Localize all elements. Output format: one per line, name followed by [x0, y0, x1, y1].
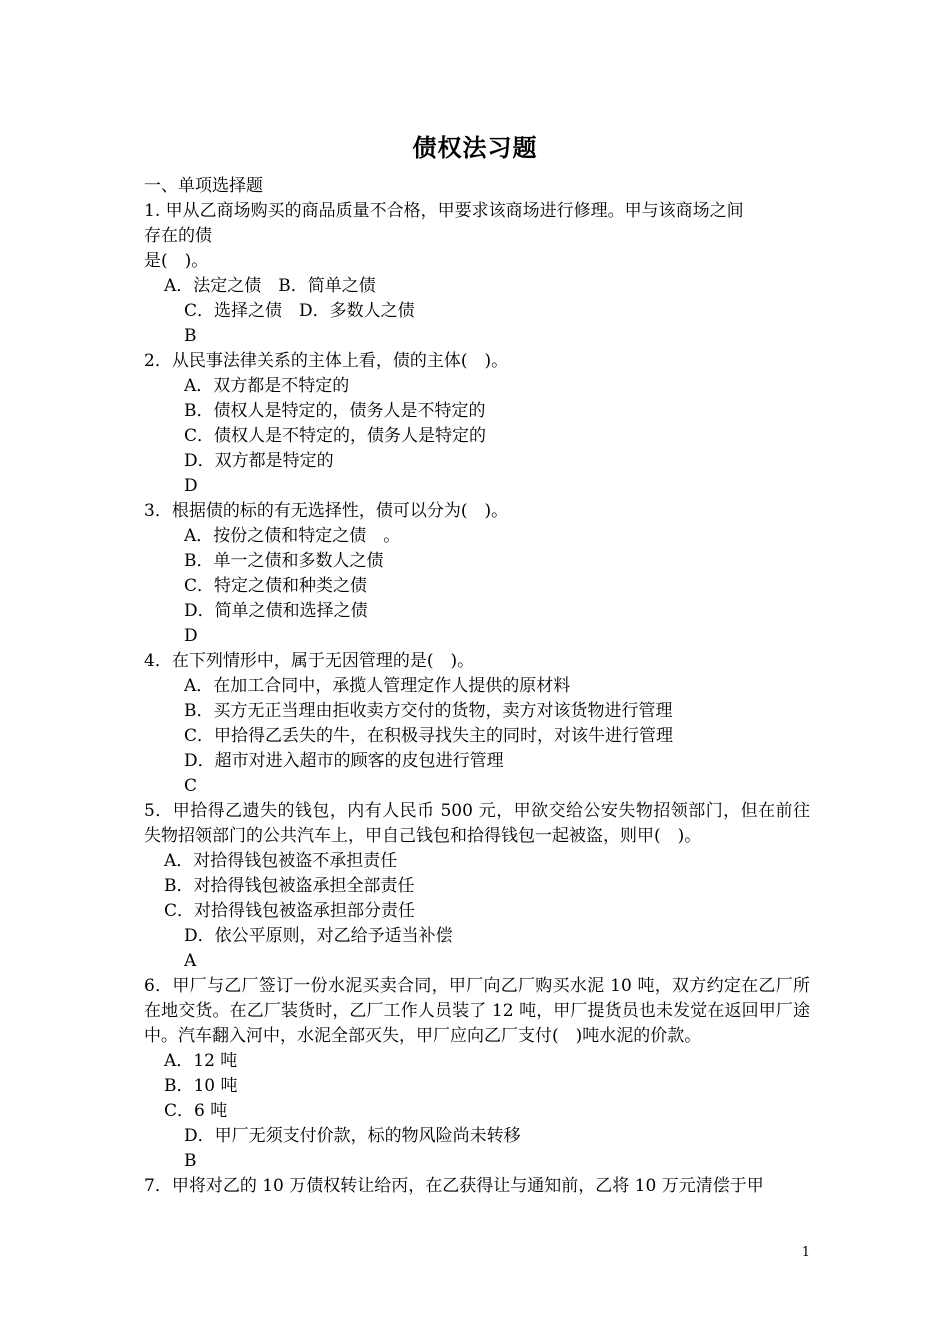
question-2-option-c: C．债权人是不特定的，债务人是特定的: [184, 426, 487, 446]
question-3-stem: 3．根据债的标的有无选择性，债可以分为( )。: [144, 501, 509, 521]
question-6-stem: 6．甲厂与乙厂签订一份水泥买卖合同，甲厂向乙厂购买水泥 10 吨，双方约定在乙厂所在地交货。在乙厂装货时，乙厂工作人员装了 12 吨，甲厂提货员也未发觉在返回甲厂途中。汽车翻入河中，水泥全部灭失，甲厂应向乙厂支付( )吨水泥的价款。: [144, 976, 810, 1046]
section-heading: 一、单项选择题: [144, 176, 263, 196]
question-1-options-ab: A．法定之债 B．简单之债: [164, 276, 376, 296]
question-3-answer: D: [184, 626, 198, 646]
question-7-stem: 7．甲将对乙的 10 万债权转让给丙，在乙获得让与通知前，乙将 10 万元清偿于甲: [144, 1176, 764, 1196]
question-3-option-c: C．特定之债和种类之债: [184, 576, 368, 596]
question-2-answer: D: [184, 476, 198, 496]
question-5-option-c: C．对拾得钱包被盗承担部分责任: [164, 901, 416, 921]
question-3-option-d: D．简单之债和选择之债: [184, 601, 368, 621]
question-5-option-a: A．对拾得钱包被盗不承担责任: [164, 851, 398, 871]
question-2-option-b: B．债权人是特定的，债务人是不特定的: [184, 401, 486, 421]
question-5-stem: 5．甲拾得乙遗失的钱包，内有人民币 500 元，甲欲交给公安失物招领部门，但在前往失物招领部门的公共汽车上，甲自己钱包和拾得钱包一起被盗，则甲( )。: [144, 801, 810, 846]
question-4-stem: 4．在下列情形中，属于无因管理的是( )。: [144, 651, 475, 671]
question-2-stem: 2．从民事法律关系的主体上看，债的主体( )。: [144, 351, 509, 371]
question-5-answer: A: [184, 951, 197, 971]
question-1-stem-line-3: 是( )。: [144, 251, 209, 271]
document-title: 债权法习题: [412, 134, 538, 162]
question-3-option-a: A．按份之债和特定之债 。: [184, 526, 401, 546]
question-4-option-b: B．买方无正当理由拒收卖方交付的货物，卖方对该货物进行管理: [184, 701, 673, 721]
question-1-stem-line-1: 1. 甲从乙商场购买的商品质量不合格，甲要求该商场进行修理。甲与该商场之间: [144, 201, 744, 221]
question-6-option-d: D．甲厂无须支付价款，标的物风险尚未转移: [184, 1126, 521, 1146]
question-4-option-c: C．甲拾得乙丢失的牛，在积极寻找失主的同时，对该牛进行管理: [184, 726, 674, 746]
question-4-answer: C: [184, 776, 198, 796]
question-3-option-b: B．单一之债和多数人之债: [184, 551, 384, 571]
document-body: [144, 174, 810, 1199]
question-6-answer: B: [184, 1151, 197, 1171]
question-5-option-d: D．依公平原则，对乙给予适当补偿: [184, 926, 453, 946]
question-2-option-a: A．双方都是不特定的: [184, 376, 350, 396]
question-6-option-b: B．10 吨: [164, 1076, 238, 1096]
question-6-option-a: A．12 吨: [164, 1051, 238, 1071]
question-1-answer: B: [184, 326, 197, 346]
question-2-option-d: D．双方都是特定的: [184, 451, 334, 471]
question-4-option-a: A．在加工合同中，承揽人管理定作人提供的原材料: [184, 676, 571, 696]
question-1-stem-line-2: 存在的债: [144, 226, 212, 246]
question-1-options-cd: C．选择之债 D．多数人之债: [184, 301, 415, 321]
question-5-option-b: B．对拾得钱包被盗承担全部责任: [164, 876, 415, 896]
question-6-option-c: C．6 吨: [164, 1101, 228, 1121]
page-number: 1: [801, 1245, 810, 1260]
question-4-option-d: D．超市对进入超市的顾客的皮包进行管理: [184, 751, 504, 771]
